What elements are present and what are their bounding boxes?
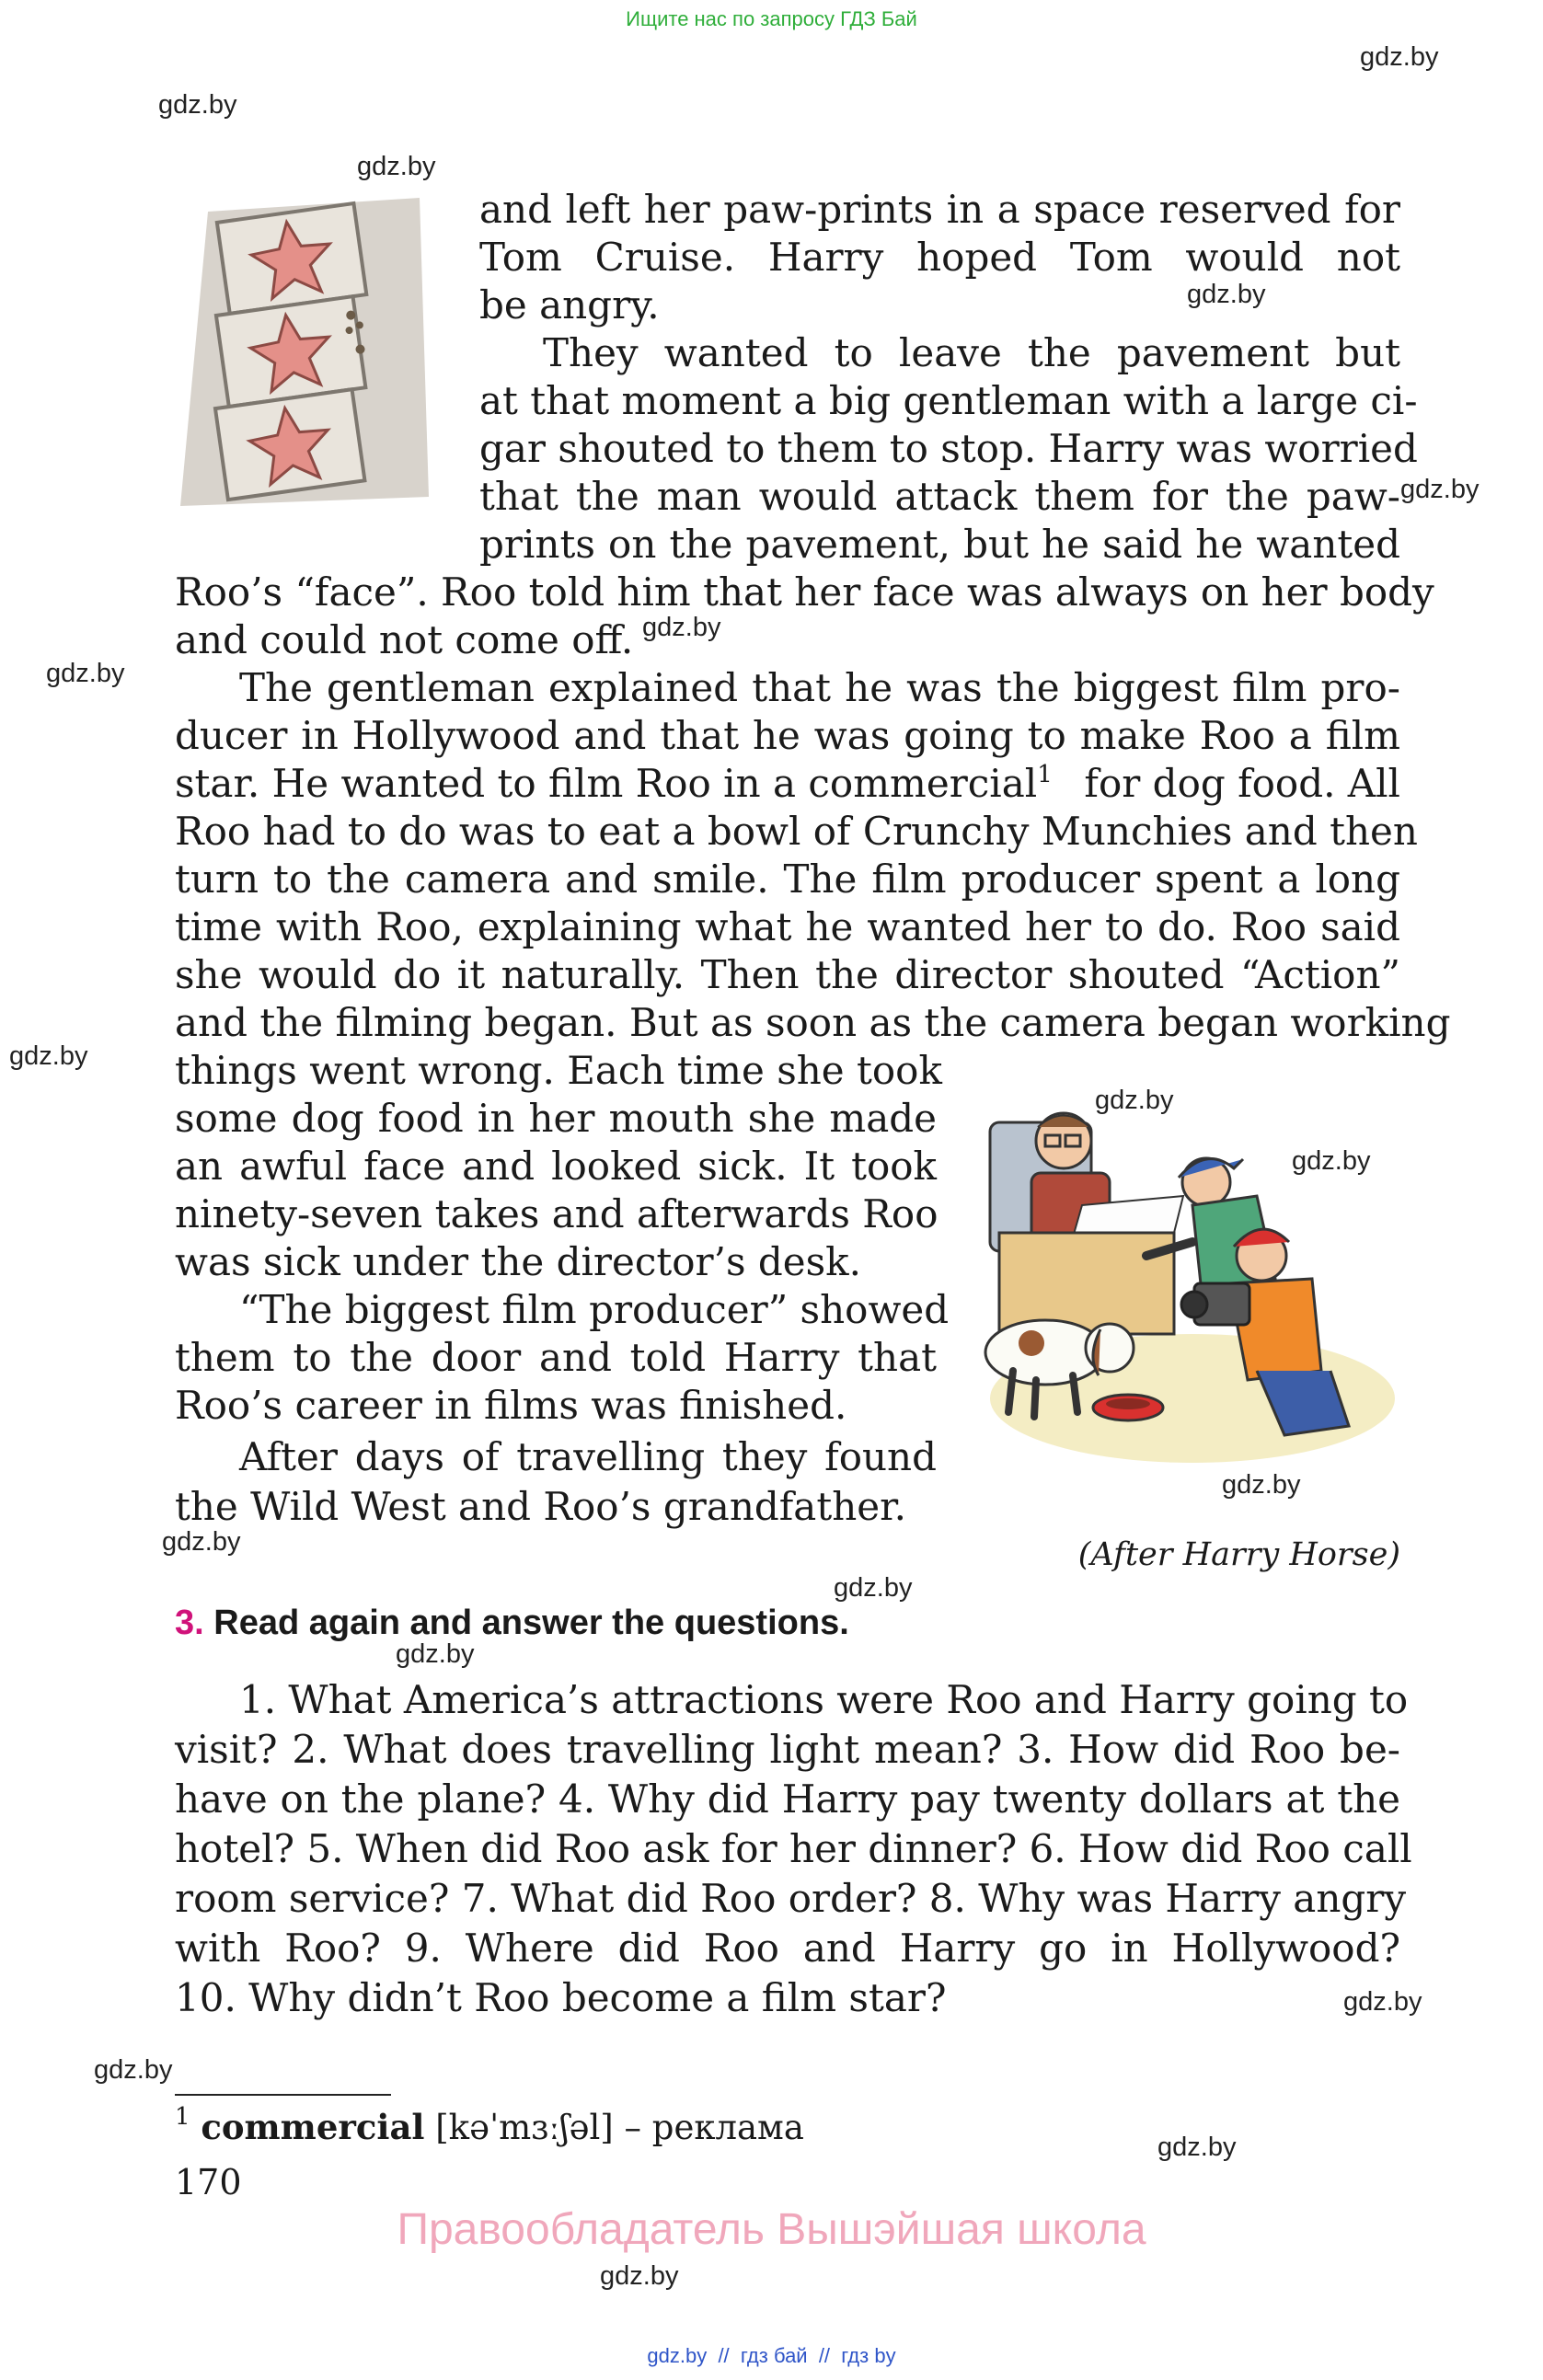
story-line: “The biggest film producer” showed xyxy=(239,1287,950,1332)
watermark: gdz.by xyxy=(158,90,237,120)
story-line: prints on the pavement, but he said he wanted xyxy=(479,522,1400,567)
story-line: They wanted to leave the pavement but xyxy=(543,330,1400,375)
exercise-instruction: Read again and answer the questions. xyxy=(213,1604,849,1642)
watermark: gdz.by xyxy=(642,613,721,642)
story-line: ninety-seven takes and afterwards Roo xyxy=(175,1191,938,1236)
story-line: ducer in Hollywood and that he was going to make Roo a film xyxy=(175,713,1400,758)
story-line: After days of travelling they found xyxy=(239,1434,937,1479)
story-line-with-footnote xyxy=(175,760,1400,808)
story-line: Tom Cruise. Harry hoped Tom would not xyxy=(479,235,1400,280)
watermark: gdz.by xyxy=(1222,1470,1301,1500)
story-line: at that moment a big gentleman with a large ci- xyxy=(479,378,1418,423)
story-line: Roo’s “face”. Roo told him that her face was always on her body xyxy=(175,569,1434,615)
exercise-heading xyxy=(175,1599,849,1647)
bottom-links[interactable]: gdz.by // гдз бай // гдз by xyxy=(647,2344,896,2367)
story-line: and could not come off. xyxy=(175,617,634,662)
watermark: gdz.by xyxy=(162,1527,241,1557)
watermark: gdz.by xyxy=(1292,1146,1371,1176)
footnote-transcription: [kəˈmɜːʃəl] xyxy=(435,2108,614,2147)
story-line: things went wrong. Each time she took xyxy=(175,1048,942,1093)
story-line: she would do it naturally. Then the director shouted “Action” xyxy=(175,952,1400,997)
footnote-marker: 1 xyxy=(1037,761,1053,788)
page-number: 170 xyxy=(175,2162,242,2202)
watermark: gdz.by xyxy=(1157,2133,1237,2162)
story-line: time with Roo, explaining what he wanted her to do. Roo said xyxy=(175,904,1400,949)
watermark: gdz.by xyxy=(1095,1086,1174,1115)
watermark: gdz.by xyxy=(1360,42,1439,72)
question-line: have on the plane? 4. Why did Harry pay twenty dollars at the xyxy=(175,1776,1400,1822)
top-banner: Ищите нас по запросу ГДЗ Бай xyxy=(626,7,917,30)
watermark: gdz.by xyxy=(1343,1987,1422,2017)
question-line: with Roo? 9. Where did Roo and Harry go in Hollywood? xyxy=(175,1926,1400,1971)
watermark: gdz.by xyxy=(357,152,436,181)
story-line: The gentleman explained that he was the biggest film pro- xyxy=(239,665,1400,710)
watermark: gdz.by xyxy=(9,1041,88,1071)
story-credit: (After Harry Horse) xyxy=(1077,1536,1400,1573)
question-line: room service? 7. What did Roo order? 8. Why was Harry angry xyxy=(175,1876,1407,1921)
story-line: was sick under the director’s desk. xyxy=(175,1239,861,1284)
footnote-translation: – реклама xyxy=(624,2108,804,2147)
story-line: turn to the camera and smile. The film producer spent a long xyxy=(175,857,1400,902)
watermark: gdz.by xyxy=(834,1573,913,1603)
story-line: gar shouted to them to stop. Harry was worried xyxy=(479,426,1418,471)
watermark: gdz.by xyxy=(1400,475,1480,504)
story-line: them to the door and told Harry that xyxy=(175,1335,937,1380)
story-text: for dog food. All xyxy=(1084,761,1400,806)
footnote-term: commercial xyxy=(201,2107,425,2147)
film-set-illustration xyxy=(981,1095,1404,1463)
story-line: and left her paw-prints in a space reserved for xyxy=(479,187,1400,232)
story-line: that the man would attack them for the paw- xyxy=(479,474,1400,519)
footnote-marker: 1 xyxy=(175,2103,190,2131)
exercise-number: 3. xyxy=(175,1604,204,1642)
watermark: gdz.by xyxy=(396,1639,475,1669)
question-line: visit? 2. What does travelling light mean? 3. How did Roo be- xyxy=(175,1727,1400,1772)
question-line: hotel? 5. When did Roo ask for her dinner? 6. How did Roo call xyxy=(175,1826,1412,1871)
story-line: be angry. xyxy=(479,282,660,328)
footnote-divider xyxy=(175,2094,391,2096)
watermark: gdz.by xyxy=(600,2261,679,2291)
story-line: Roo had to do was to eat a bowl of Crunchy Munchies and then xyxy=(175,809,1418,854)
footnote xyxy=(175,2103,804,2152)
watermark: gdz.by xyxy=(1187,280,1266,309)
story-line: and the filming began. But as soon as the camera began working xyxy=(175,1000,1451,1045)
watermark: gdz.by xyxy=(46,659,125,688)
story-text: star. He wanted to film Roo in a commercial xyxy=(175,761,1038,806)
story-line: some dog food in her mouth she made xyxy=(175,1096,937,1141)
walk-of-fame-stars-illustration xyxy=(171,193,438,515)
question-line: 10. Why didn’t Roo become a film star? xyxy=(175,1975,947,2020)
story-line: an awful face and looked sick. It took xyxy=(175,1144,937,1189)
rights-holder: Правообладатель Вышэйшая школа xyxy=(397,2205,1146,2254)
watermark: gdz.by xyxy=(94,2055,173,2085)
story-line: Roo’s career in films was finished. xyxy=(175,1383,847,1428)
question-line: 1. What America’s attractions were Roo and Harry going to xyxy=(239,1677,1409,1722)
story-line: the Wild West and Roo’s grandfather. xyxy=(175,1484,906,1529)
